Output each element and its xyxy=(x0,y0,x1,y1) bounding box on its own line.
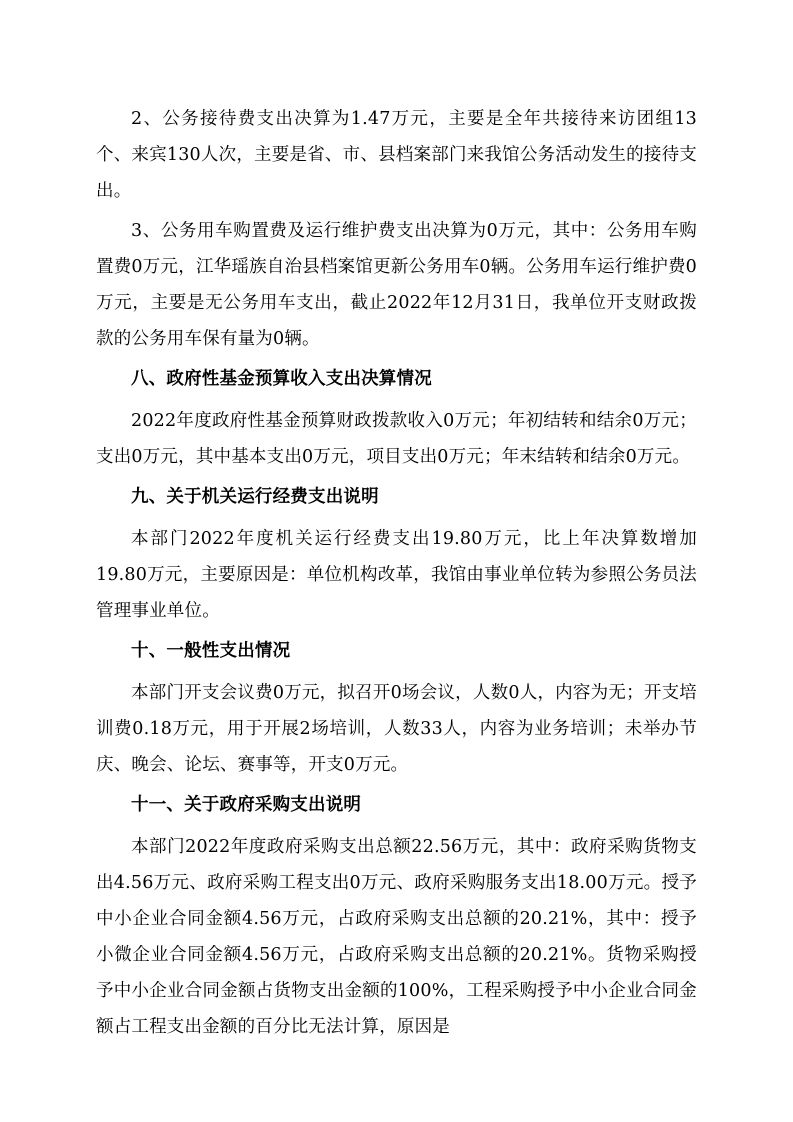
section-heading-fund-budget: 八、政府性基金预算收入支出决算情况 xyxy=(131,369,432,389)
paragraph-vehicle-expense: 3、公务用车购置费及运行维护费支出决算为0万元，其中：公务用车购置费0万元，江华瑶族自治县档案馆更新公务用车0辆。公务用车运行维护费0万元，主要是无公务用车支出，截止2022年12月31日，我单位开支财政拨款的公务用车保有量为0辆。 xyxy=(96,221,697,349)
section-heading-general-expense: 十、一般性支出情况 xyxy=(131,641,291,661)
paragraph-operating-expense: 本部门2022年度机关运行经费支出19.80万元，比上年决算数增加19.80万元，主要原因是：单位机构改革，我馆由事业单位转为参照公务员法管理事业单位。 xyxy=(96,529,697,621)
paragraph-procurement: 本部门2022年度政府采购支出总额22.56万元，其中：政府采购货物支出4.56万元、政府采购工程支出0万元、政府采购服务支出18.00万元。授予中小企业合同金额4.56万元，占政府采购支出总额的20.21%，其中：授予小微企业合同金额4.56万元，占政府采购支出总额的20.21%。货物采购授予中小企业合同金额占货物支出金额的100%，工程采购授予中小企业合同金额占工程支出金额的百分比无法计算，原因是 xyxy=(96,837,697,1037)
paragraph-reception-expense: 2、公务接待费支出决算为1.47万元，主要是全年共接待来访团组13个、来宾130人次，主要是省、市、县档案部门来我馆公务活动发生的接待支出。 xyxy=(96,109,697,201)
section-heading-operating-expense: 九、关于机关运行经费支出说明 xyxy=(131,487,379,507)
paragraph-general-expense: 本部门开支会议费0万元，拟召开0场会议，人数0人，内容为无；开支培训费0.18万元，用于开展2场培训，人数33人，内容为业务培训；未举办节庆、晚会、论坛、赛事等，开支0万元。 xyxy=(96,683,697,775)
paragraph-fund-budget: 2022年度政府性基金预算财政拨款收入0万元；年初结转和结余0万元；支出0万元，其中基本支出0万元，项目支出0万元；年末结转和结余0万元。 xyxy=(96,411,697,467)
section-heading-procurement: 十一、关于政府采购支出说明 xyxy=(131,795,362,815)
